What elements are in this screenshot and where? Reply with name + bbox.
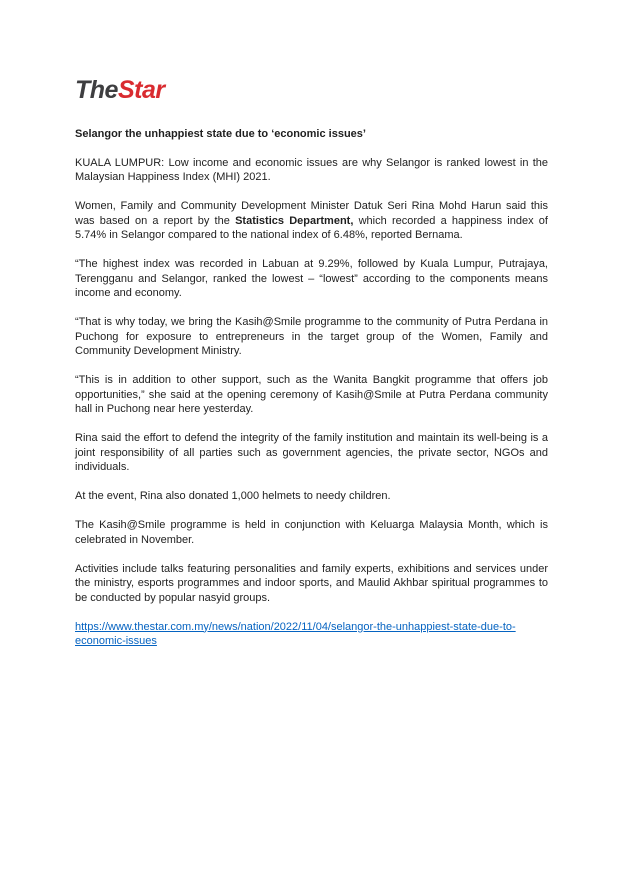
- thestar-logo: [75, 78, 548, 103]
- paragraph-minister-report-before: Women, Family and Community Development Minister Datuk Seri Rina Mohd Harun said this was based on a report by the: [75, 200, 548, 227]
- logo-star-text: Star: [117, 76, 165, 104]
- paragraph-helmets: At the event, Rina also donated 1,000 helmets to needy children.: [75, 490, 391, 502]
- logo-the-text: The: [75, 76, 118, 104]
- article-source-link[interactable]: https://www.thestar.com.my/news/nation/2022/11/04/selangor-the-unhappiest-state-due-to-economic-issues: [75, 620, 516, 647]
- paragraph-highest-index: “The highest index was recorded in Labuan at 9.29%, followed by Kuala Lumpur, Putrajaya, Terengganu and Selangor, ranked the lowest – “lowest” according to the components means income and economy.: [75, 258, 548, 299]
- paragraph-wanita-bangkit: “This is in addition to other support, such as the Wanita Bangkit programme that offers job opportunities,” she said at the opening ceremony of Kasih@Smile at Putra Perdana community hall in Puchong near here yesterday.: [75, 374, 548, 415]
- paragraph-activities: Activities include talks featuring personalities and family experts, exhibitions and services under the ministry, esports programmes and indoor sports, and Maulid Akhbar spiritual programmes to be conducted by popular nasyid groups.: [75, 562, 548, 604]
- article-headline: Selangor the unhappiest state due to ‘economic issues’: [75, 128, 366, 140]
- paragraph-family-institution: Rina said the effort to defend the integrity of the family institution and maintain its well-being is a joint responsibility of all parties such as government agencies, the private sector, NGOs and individuals.: [75, 432, 548, 473]
- statistics-department-bold-text: Statistics Department,: [235, 214, 354, 227]
- paragraph-kasih-smile: “That is why today, we bring the Kasih@Smile programme to the community of Putra Perdana in Puchong for exposure to entrepreneurs in the target group of the Women, Family and Community Development Ministry.: [75, 316, 548, 357]
- paragraph-minister-report: [75, 199, 548, 243]
- paragraph-keluarga-month: The Kasih@Smile programme is held in conjunction with Keluarga Malaysia Month, which is celebrated in November.: [75, 519, 548, 546]
- paragraph-minister-report-after: which recorded a happiness index of 5.74% in Selangor compared to the national index of 6.48%, reported Bernama.: [75, 214, 548, 241]
- paragraph-lead: KUALA LUMPUR: Low income and economic issues are why Selangor is ranked lowest in the Malaysian Happiness Index (MHI) 2021.: [75, 156, 548, 183]
